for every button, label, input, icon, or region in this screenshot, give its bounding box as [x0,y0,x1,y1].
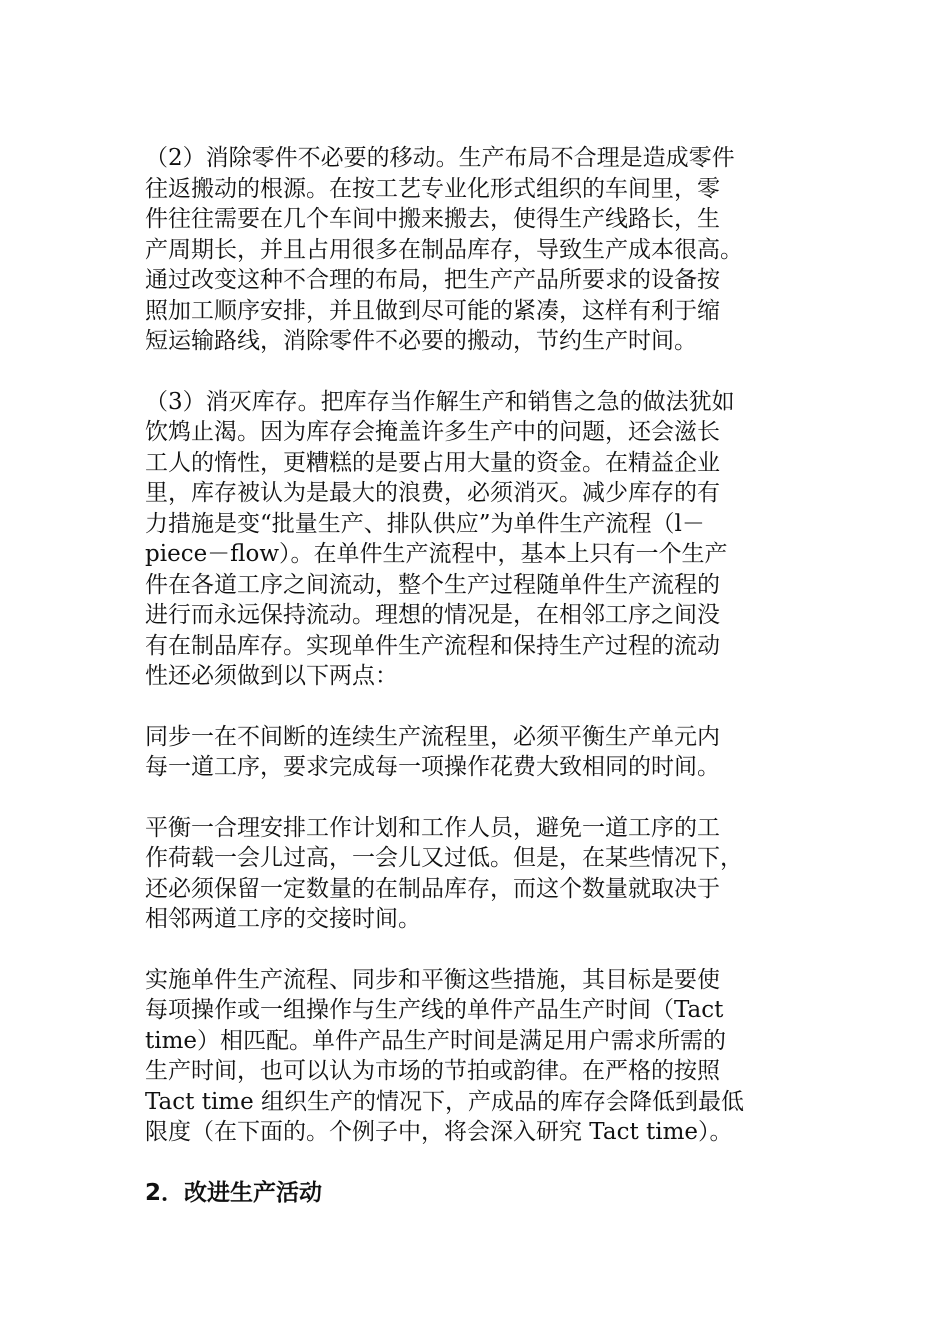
text-line: 性还必须做到以下两点： [145,663,398,689]
text-line: 平衡一合理安排工作计划和工作人员，避免一道工序的工 [145,814,720,841]
paragraph-eliminate-inventory [145,387,810,692]
text-line: （3）消灭库存。把库存当作解生产和销售之急的做法犹如 [145,388,735,415]
text-line: 限度（在下面的。个例子中，将会深入研究 Tact time）。 [145,1119,733,1145]
text-line: 工人的惰性，更糟糕的是要占用大量的资金。在精益企业 [145,449,720,476]
text-line: 有在制品库存。实现单件生产流程和保持生产过程的流动 [145,632,720,659]
text-line: 相邻两道工序的交接时间。 [145,906,421,932]
text-line: 产周期长，并且占用很多在制品库存，导致生产成本很高。 [145,236,743,263]
document-page [145,143,810,1208]
paragraph-eliminate-movement [145,143,810,357]
text-line: 件往往需要在几个车间中搬来搬去，使得生产线路长，生 [145,206,720,232]
section-heading: 2．改进生产活动 [145,1179,323,1206]
text-line: 实施单件生产流程、同步和平衡这些措施，其目标是要使 [145,966,720,993]
paragraph-synchronization [145,722,810,783]
text-line: 力措施是变“批量生产、排队供应”为单件生产流程（l－ [145,510,705,537]
text-line: （2）消除零件不必要的移动。生产布局不合理是造成零件 [145,145,735,171]
text-line: 每一道工序，要求完成每一项操作花费大致相同的时间。 [145,754,720,780]
text-line: 照加工顺序安排，并且做到尽可能的紧凑，这样有利于缩 [145,297,720,324]
text-line: 往返搬动的根源。在按工艺专业化形式组织的车间里，零 [145,175,720,202]
text-line: Tact time 组织生产的情况下，产成品的库存会降低到最低 [145,1088,745,1115]
text-line: time）相匹配。单件产品生产时间是满足用户需求所需的 [145,1027,727,1054]
text-line: 还必须保留一定数量的在制品库存，而这个数量就取决于 [145,875,720,902]
text-line: 生产时间，也可以认为市场的节拍或韵律。在严格的按照 [145,1058,720,1084]
text-line: 件在各道工序之间流动，整个生产过程随单件生产流程的 [145,571,720,598]
text-line: piece－flow）。在单件生产流程中，基本上只有一个生产 [145,541,728,567]
text-line: 饮鸩止渴。因为库存会掩盖许多生产中的问题，还会滋长 [145,419,720,445]
text-line: 同步一在不间断的连续生产流程里，必须平衡生产单元内 [145,723,720,750]
text-line: 作荷载一会儿过高，一会儿又过低。但是，在某些情况下， [145,845,743,871]
paragraph-tact-time [145,965,810,1148]
text-line: 进行而永远保持流动。理想的情况是，在相邻工序之间没 [145,602,720,628]
text-line: 每项操作或一组操作与生产线的单件产品生产时间（Tact [145,997,724,1023]
paragraph-balance [145,813,810,935]
text-line: 短运输路线，消除零件不必要的搬动，节约生产时间。 [145,328,697,354]
text-line: 里，库存被认为是最大的浪费，必须消灭。减少库存的有 [145,480,720,506]
text-line: 通过改变这种不合理的布局，把生产产品所要求的设备按 [145,267,720,293]
